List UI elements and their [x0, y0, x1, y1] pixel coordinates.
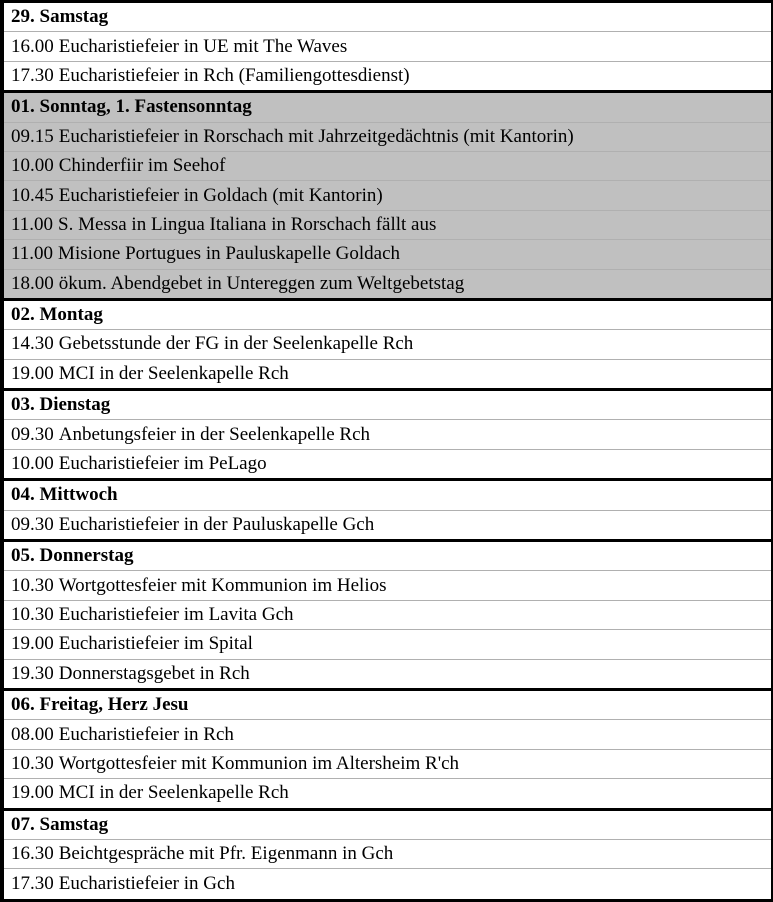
- event-description: Eucharistiefeier im Lavita Gch: [58, 604, 294, 625]
- day-section: [4, 298, 771, 388]
- event-description: Eucharistiefeier in Rch (Familiengottesdienst): [58, 64, 410, 86]
- event-row: [4, 510, 771, 539]
- event-row: [4, 151, 771, 180]
- event-row: [4, 659, 771, 688]
- event-time: 19.00: [11, 633, 54, 655]
- day-header: 04. Mittwoch: [11, 484, 118, 506]
- day-header: 06. Freitag, Herz Jesu: [11, 694, 189, 716]
- event-row: [4, 180, 771, 209]
- event-description: Chinderfiir im Seehof: [58, 155, 226, 177]
- day-header: 05. Donnerstag: [11, 545, 134, 567]
- event-time: 10.30: [11, 574, 54, 596]
- event-time: 19.30: [11, 662, 54, 684]
- event-row: [4, 239, 771, 268]
- event-time: 11.00: [11, 213, 54, 235]
- event-row: [4, 269, 771, 298]
- event-description: Eucharistiefeier in Gch: [58, 872, 235, 894]
- event-description: Eucharistiefeier im PeLago: [58, 453, 267, 475]
- day-header: 02. Montag: [11, 304, 103, 326]
- event-description: S. Messa in Lingua Italiana in Rorschach fällt aus: [58, 213, 437, 235]
- event-time: 09.30: [11, 423, 54, 445]
- event-description: Donnerstagsgebet in Rch: [58, 662, 250, 684]
- day-header: 07. Samstag: [11, 813, 109, 835]
- event-row: [4, 749, 771, 778]
- day-section: [4, 688, 771, 808]
- day-header: 03. Dienstag: [11, 394, 111, 416]
- day-section: [4, 478, 771, 539]
- event-time: 10.30: [11, 752, 54, 774]
- event-time: 18.00: [11, 272, 54, 294]
- event-time: 14.30: [11, 333, 54, 355]
- event-description: MCI in der Seelenkapelle Rch: [58, 782, 289, 804]
- event-row: [4, 31, 771, 60]
- event-description: Wortgottesfeier mit Kommunion im Helios: [58, 574, 387, 596]
- event-description: ökum. Abendgebet in Untereggen zum Weltgebetstag: [58, 272, 465, 294]
- event-description: Anbetungsfeier in der Seelenkapelle Rch: [58, 423, 371, 445]
- event-row: [4, 629, 771, 658]
- event-time: 19.00: [11, 362, 54, 384]
- day-section: [4, 388, 771, 478]
- event-time: 10.45: [11, 184, 54, 206]
- event-row: [4, 449, 771, 478]
- event-row: [4, 419, 771, 448]
- event-description: Wortgottesfeier mit Kommunion im Altersheim R'ch: [58, 752, 460, 774]
- event-time: 09.15: [11, 125, 54, 147]
- event-row: [4, 868, 771, 897]
- event-description: Beichtgespräche mit Pfr. Eigenmann in Gch: [58, 843, 394, 865]
- event-row: [4, 600, 771, 629]
- event-row: [4, 122, 771, 151]
- event-row: [4, 61, 771, 90]
- event-description: Eucharistiefeier in Rorschach mit Jahrzeitgedächtnis (mit Kantorin): [58, 125, 574, 147]
- event-description: Eucharistiefeier in der Pauluskapelle Gch: [58, 513, 375, 535]
- event-description: MCI in der Seelenkapelle Rch: [58, 362, 289, 384]
- event-time: 16.00: [11, 35, 54, 57]
- event-row: [4, 839, 771, 868]
- event-description: Eucharistiefeier in Goldach (mit Kantorin): [58, 184, 383, 206]
- event-row: [4, 329, 771, 358]
- event-row: [4, 570, 771, 599]
- day-section: [4, 90, 771, 298]
- day-section: [4, 808, 771, 898]
- day-header: 29. Samstag: [11, 6, 109, 28]
- event-time: 10.00: [11, 155, 54, 177]
- event-row: [4, 778, 771, 807]
- event-row: [4, 210, 771, 239]
- day-header: 01. Sonntag, 1. Fastensonntag: [11, 96, 252, 118]
- event-time: 16.30: [11, 843, 54, 865]
- event-description: Misione Portugues in Pauluskapelle Goldach: [58, 243, 401, 265]
- day-section: [4, 3, 771, 90]
- event-time: 11.00: [11, 243, 54, 265]
- event-row: [4, 719, 771, 748]
- event-time: 10.00: [11, 453, 54, 475]
- event-time: 08.00: [11, 723, 54, 745]
- event-time: 17.30: [11, 64, 54, 86]
- event-description: Eucharistiefeier in Rch: [58, 723, 234, 745]
- event-row: [4, 359, 771, 388]
- day-section: [4, 539, 771, 688]
- event-time: 17.30: [11, 872, 54, 894]
- event-time: 19.00: [11, 782, 54, 804]
- event-time: 09.30: [11, 513, 54, 535]
- event-description: Eucharistiefeier in UE mit The Waves: [58, 35, 348, 57]
- event-time: 10.30: [11, 604, 54, 625]
- event-description: Gebetsstunde der FG in der Seelenkapelle Rch: [58, 333, 414, 355]
- event-description: Eucharistiefeier im Spital: [58, 633, 253, 655]
